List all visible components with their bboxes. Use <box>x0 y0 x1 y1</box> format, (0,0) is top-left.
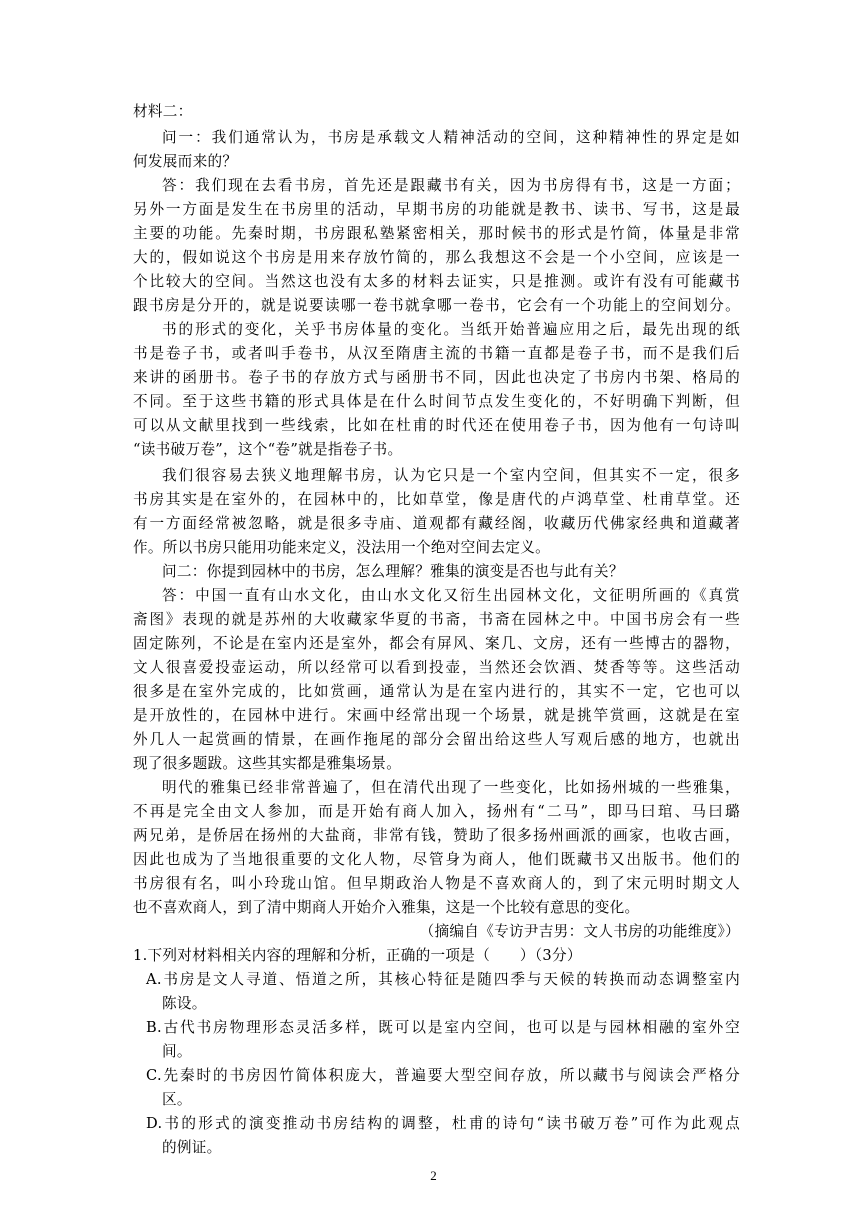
paragraph-line: 固定陈列，不论是在室内还是室外，都会有屏风、案几、文房，还有一些博古的器物， <box>133 635 740 652</box>
option-a-continuation: 陈设。 <box>162 995 207 1012</box>
paragraph-line: 问二：你提到园林中的书房，怎么理解？雅集的演变是否也与此有关？ <box>162 563 624 580</box>
paragraph-line: 很多是在室外完成的，比如赏画，通常认为是在室内进行的，其实不一定，它也可以 <box>133 683 740 700</box>
paragraph-line: 书的形式的变化，关乎书房体量的变化。当纸开始普遍应用之后，最先出现的纸 <box>162 321 740 338</box>
paragraph-line: 个比较大的空间。当然这也没有太多的材料去证实，只是推测。或许有没有可能藏书 <box>133 273 740 290</box>
paragraph-line: 可以从文献里找到一些线索，比如在杜甫的时代还在使用卷子书，因为他有一句诗叫 <box>133 417 740 434</box>
section-heading: 材料二： <box>133 103 193 120</box>
paragraph-line: 有一方面经常被忽略，就是很多寺庙、道观都有藏经阁，收藏历代佛家经典和道藏著 <box>133 515 740 532</box>
paragraph-line: 主要的功能。先秦时期，书房跟私塾紧密相关，那时候书的形式是竹简，体量是非常 <box>133 225 740 242</box>
paragraph-line: 问一：我们通常认为，书房是承载文人精神活动的空间，这种精神性的界定是如 <box>162 129 740 146</box>
option-b-continuation: 间。 <box>162 1043 192 1060</box>
paragraph-line: 两兄弟，是侨居在扬州的大盐商，非常有钱，赞助了很多扬州画派的画家，也收古画， <box>133 827 740 844</box>
option-c-continuation: 区。 <box>162 1091 192 1108</box>
paragraph-line: 书是卷子书，或者叫手卷书，从汉至隋唐主流的书籍一直都是卷子书，而不是我们后 <box>133 345 740 362</box>
option-a: A.书房是文人寻道、悟道之所，其核心特征是随四季与天候的转换而动态调整室内 <box>146 971 740 988</box>
paragraph-line: 不同。至于这些书籍的形式具体是在什么时间节点发生变化的，不好明确下判断，但 <box>133 393 740 410</box>
paragraph-line: 何发展而来的？ <box>133 153 238 170</box>
paragraph-line: 答：我们现在去看书房，首先还是跟藏书有关，因为书房得有书，这是一方面； <box>162 177 740 194</box>
paragraph-line: 是开放性的，在园林中进行。宋画中经常出现一个场景，就是挑竿赏画，这就是在室 <box>133 707 740 724</box>
option-b: B.古代书房物理形态灵活多样，既可以是室内空间，也可以是与园林相融的室外空 <box>146 1019 740 1036</box>
paragraph-line: 明代的雅集已经非常普遍了，但在清代出现了一些变化，比如扬州城的一些雅集， <box>162 779 740 796</box>
paragraph-line: 文人很喜爱投壶运动，所以经常可以看到投壶，当然还会饮酒、焚香等等。这些活动 <box>133 659 740 676</box>
paragraph-line: 因此也成为了当地很重要的文化人物，尽管身为商人，他们既藏书又出版书。他们的 <box>133 851 740 868</box>
paragraph-line: 书房其实是在室外的，在园林中的，比如草堂，像是唐代的卢鸿草堂、杜甫草堂。还 <box>133 491 740 508</box>
paragraph-line: “读书破万卷”，这个“卷”就是指卷子书。 <box>133 441 403 458</box>
paragraph-line: 跟书房是分开的，就是说要读哪一卷书就拿哪一卷书，它会有一个功能上的空间划分。 <box>133 297 740 314</box>
paragraph-line: 答：中国一直有山水文化，由山水文化又衍生出园林文化，文征明所画的《真赏 <box>162 587 740 604</box>
paragraph-line: 现了很多题跋。这些其实都是雅集场景。 <box>133 755 402 772</box>
paragraph-line: 另外一方面是发生在书房里的活动，早期书房的功能就是教书、读书、写书，这是最 <box>133 201 740 218</box>
option-c: C.先秦时的书房因竹简体积庞大，普遍要大型空间存放，所以藏书与阅读会严格分 <box>146 1067 740 1084</box>
paragraph-line: 书房很有名，叫小玲珑山馆。但早期政治人物是不喜欢商人的，到了宋元明时期文人 <box>133 875 740 892</box>
option-d-continuation: 的例证。 <box>162 1139 222 1156</box>
paragraph-line: 斋图》表现的就是苏州的大收藏家华夏的书斋，书斋在园林之中。中国书房会有一些 <box>133 611 740 628</box>
paragraph-line: 也不喜欢商人，到了清中期商人开始介入雅集，这是一个比较有意思的变化。 <box>133 899 640 916</box>
option-d: D.书的形式的演变推动书房结构的调整，杜甫的诗句“读书破万卷”可作为此观点 <box>146 1115 740 1132</box>
paragraph-line: 不再是完全由文人参加，而是开始有商人加入，扬州有“二马”，即马曰琯、马曰璐 <box>133 803 740 820</box>
paragraph-line: 作。所以书房只能用功能来定义，没法用一个绝对空间去定义。 <box>133 539 551 556</box>
paragraph-line: 外几人一起赏画的情景，在画作拖尾的部分会留出给这些人写观后感的地方，也就出 <box>133 731 740 748</box>
source-citation: （摘编自《专访尹吉男：文人书房的功能维度》） <box>419 923 740 940</box>
question-stem: 1.下列对材料相关内容的理解和分析，正确的一项是（ ）（3分） <box>133 947 582 964</box>
paragraph-line: 来讲的函册书。卷子书的存放方式与函册书不同，因此也决定了书房内书架、格局的 <box>133 369 740 386</box>
page-number: 2 <box>430 1168 437 1183</box>
paragraph-line: 我们很容易去狭义地理解书房，认为它只是一个室内空间，但其实不一定，很多 <box>162 467 740 484</box>
paragraph-line: 大的，假如说这个书房是用来存放竹简的，那么我想这不会是一个小空间，应该是一 <box>133 249 740 266</box>
